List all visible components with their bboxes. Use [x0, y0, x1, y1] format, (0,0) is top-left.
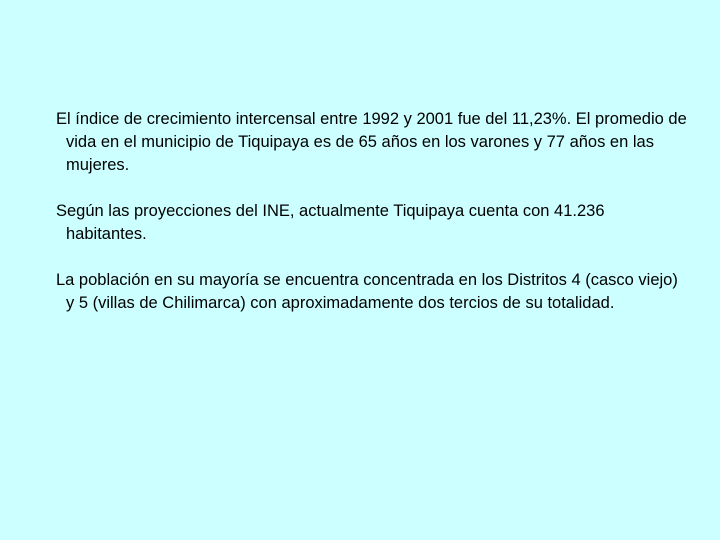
- paragraph-spacer: [48, 246, 688, 269]
- paragraph-3: La población en su mayoría se encuentra concentrada en los Distritos 4 (casco viejo) y 5 (villas de Chilimarca) con aproximadamente dos tercios de su totalidad.: [56, 271, 678, 312]
- paragraph-1: El índice de crecimiento intercensal entre 1992 y 2001 fue del 11,23%. El promedio de vida en el municipio de Tiquipaya es de 65 años en los varones y 77 años en las mujeres.: [56, 110, 687, 174]
- slide-body-text: [48, 108, 688, 315]
- paragraph-spacer: [48, 177, 688, 200]
- paragraph-2: Según las proyecciones del INE, actualmente Tiquipaya cuenta con 41.236 habitantes.: [56, 202, 605, 243]
